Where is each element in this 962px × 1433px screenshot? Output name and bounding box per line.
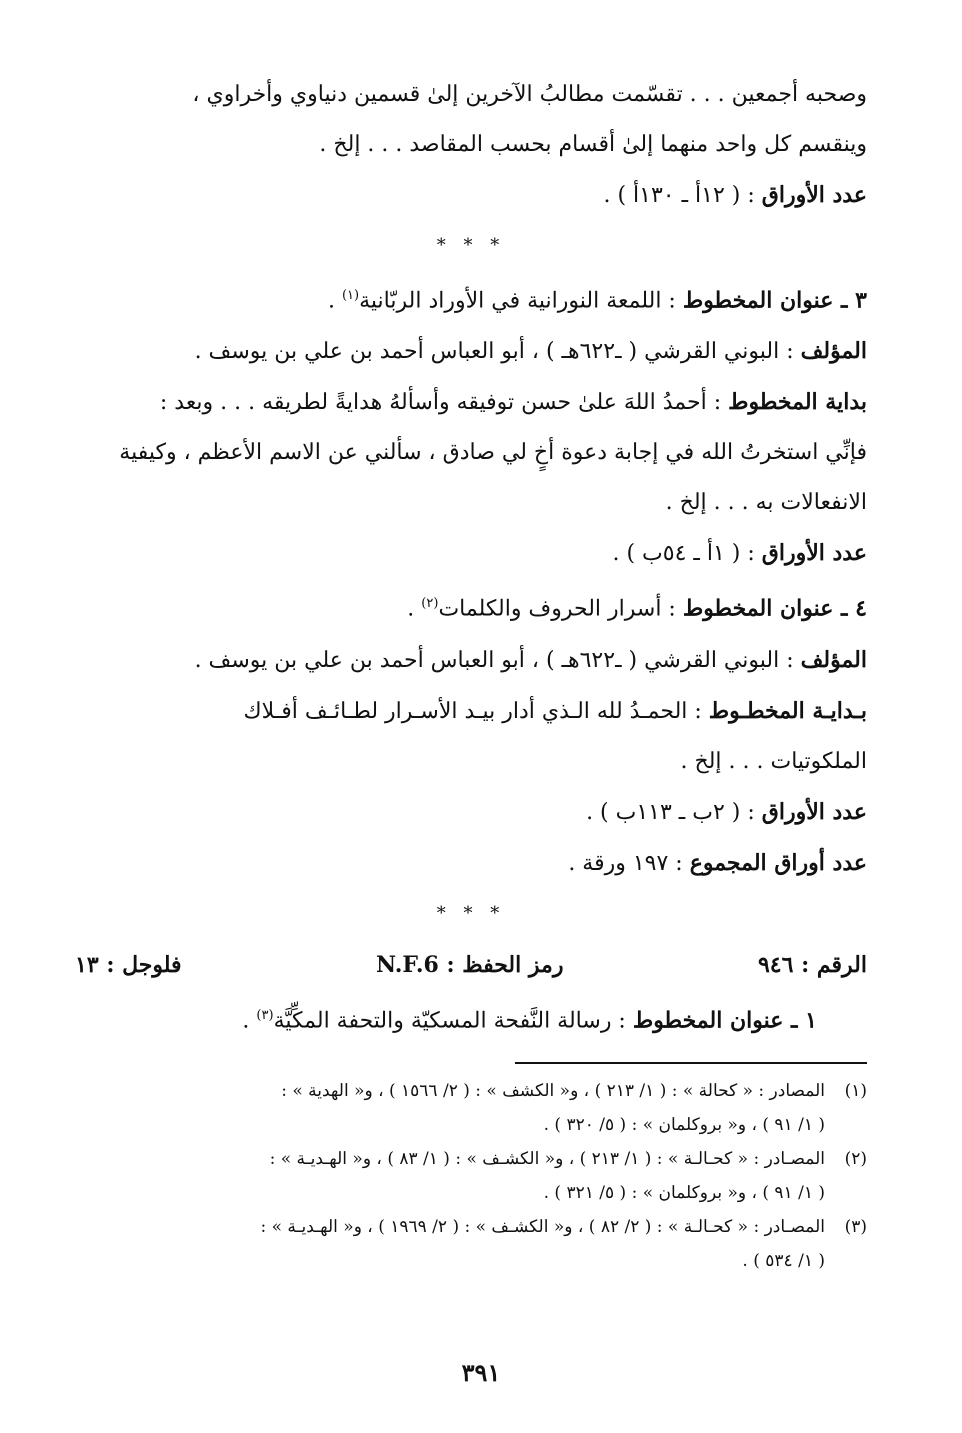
item3-beginning-row [75,377,867,428]
footnote-2-text: المصـادر : « كحـالـة » : ( ١/ ٢١٣ ) ، و« الكشـف » : ( ١/ ٨٣ ) ، و« الهـديـة » : [269,1148,825,1169]
footnote-3-line-1 [75,1210,867,1244]
item4-title-label: ٤ ـ عنوان المخطوط [682,595,867,622]
footnote-2-line-1 [75,1142,867,1176]
intro-line-2: وينقسم كل واحد منهما إلىٰ أقسام بحسب المقاصد . . . إلخ . [319,132,867,157]
footnote-2-line-2: ( ١/ ٩١ ) ، و« بروكلمان » : ( ٥/ ٣٢١ ) . [543,1182,825,1203]
footnote-ref-1: (١) [341,288,360,303]
footnotes [75,1074,867,1278]
page-body [75,70,867,1278]
section-separator: * * * [436,235,506,256]
item4-title-value: : أسرار الحروف والكلمات [438,596,676,622]
record-code: رمز الحفظ : N.F.6 [376,951,564,978]
item3-beginning-line-3: الانفعالات به . . . إلخ . [665,490,867,516]
intro-line-1: وصحبه أجمعين . . . تقسّمت مطالبُ الآخرين إلىٰ قسمين دنياوي وأخراوي ، [192,82,867,107]
item3-leaves-row [75,528,867,579]
footnote-1-line-1 [75,1074,867,1108]
item4-title-row [75,579,867,634]
footnote-1-number: (١) [844,1080,867,1101]
item3-author-value: : البوني القرشي ( ـ٦٢٢هـ ) ، أبو العباس أحمد بن علي بن يوسف . [194,339,794,365]
leaves-label: عدد الأوراق [761,540,867,567]
footnote-divider [515,1062,867,1064]
item4-beginning-label: بـدايـة المخطـوط [708,697,867,724]
item4-author-value: : البوني القرشي ( ـ٦٢٢هـ ) ، أبو العباس أحمد بن علي بن يوسف . [194,647,794,673]
item1-title-end: . [242,1007,257,1033]
record-fluegel: فلوجل : ١٣ [75,951,182,978]
item3-beginning-line-1: : أحمدُ اللهَ علىٰ حسن توفيقه وأسألهُ هدايةً لطريقه . . . وبعد : [159,390,722,416]
item1-title-label: ١ ـ عنوان المخطوط [632,1006,817,1033]
item3-beginning-line-2: فإنِّي استخرتُ الله في إجابة دعوة أخٍ لي صادق ، سألني عن الاسم الأعظم ، وكيفية [119,440,867,466]
item4-leaves-row [75,787,867,838]
item4-author-row [75,635,867,686]
footnote-1-text: المصادر : « كحالة » : ( ١/ ٢١٣ ) ، و« الكشف » : ( ٢/ ١٥٦٦ ) ، و« الهدية » : [281,1080,825,1101]
record-number: الرقم : ٩٤٦ [757,951,867,978]
item3-leaves-value: : ( ١أ ـ ٥٤ب ) . [612,541,755,567]
leaves-row-1 [75,170,867,221]
footnote-3-line-2: ( ١/ ٥٣٤ ) . [742,1250,825,1271]
item1-title-row [75,991,867,1046]
leaves-value: : ( ١٢أ ـ ١٣٠أ ) . [603,183,755,208]
item3-title-label: ٣ ـ عنوان المخطوط [682,287,867,314]
record-header-row [75,939,867,991]
item4-total-value: : ١٩٧ ورقة . [568,850,683,876]
leaves-label: عدد الأوراق [761,182,867,208]
item3-author-label: المؤلف [800,338,867,365]
item4-beginning-line-2: الملكوتيات . . . إلخ . [680,748,867,774]
item4-beginning-row [75,686,867,737]
item4-total-label: عدد أوراق المجموع [689,849,867,876]
footnote-3-text: المصـادر : « كحـالـة » : ( ٢/ ٨٢ ) ، و« الكشـف » : ( ٢/ ١٩٦٩ ) ، و« الهـديـة » : [260,1216,825,1237]
page-number: ٣٩١ [461,1358,501,1387]
item3-title-value: : اللمعة النورانية في الأوراد الربّانية [359,288,676,314]
item3-beginning-label: بداية المخطوط [728,389,867,416]
item4-beginning-line-1: : الحمـدُ لله الـذي أدار بيـد الأسـرار لطـائـف أفـلاك [243,698,702,724]
footnote-ref-2: (٢) [421,596,439,612]
item4-leaves-value: : ( ٢ب ـ ١١٣ب ) . [586,799,755,825]
item1-title-value: : رسالة النَّفحة المسكيّة والتحفة المكِّيَّة [273,1007,626,1033]
footnote-2-number: (٢) [844,1148,867,1169]
footnote-ref-3: (٣) [256,1007,274,1023]
item3-title-end: . [327,288,342,314]
item4-total-row [75,838,867,889]
footnote-1-line-2: ( ١/ ٩١ ) ، و« بروكلمان » : ( ٥/ ٣٢٠ ) . [543,1114,825,1135]
leaves-label: عدد الأوراق [761,798,867,825]
item3-title-row [75,271,867,326]
item4-title-end: . [407,596,422,622]
section-separator: * * * [436,902,506,924]
item4-author-label: المؤلف [800,646,867,673]
footnote-3-number: (٣) [844,1216,867,1237]
item3-author-row [75,326,867,377]
